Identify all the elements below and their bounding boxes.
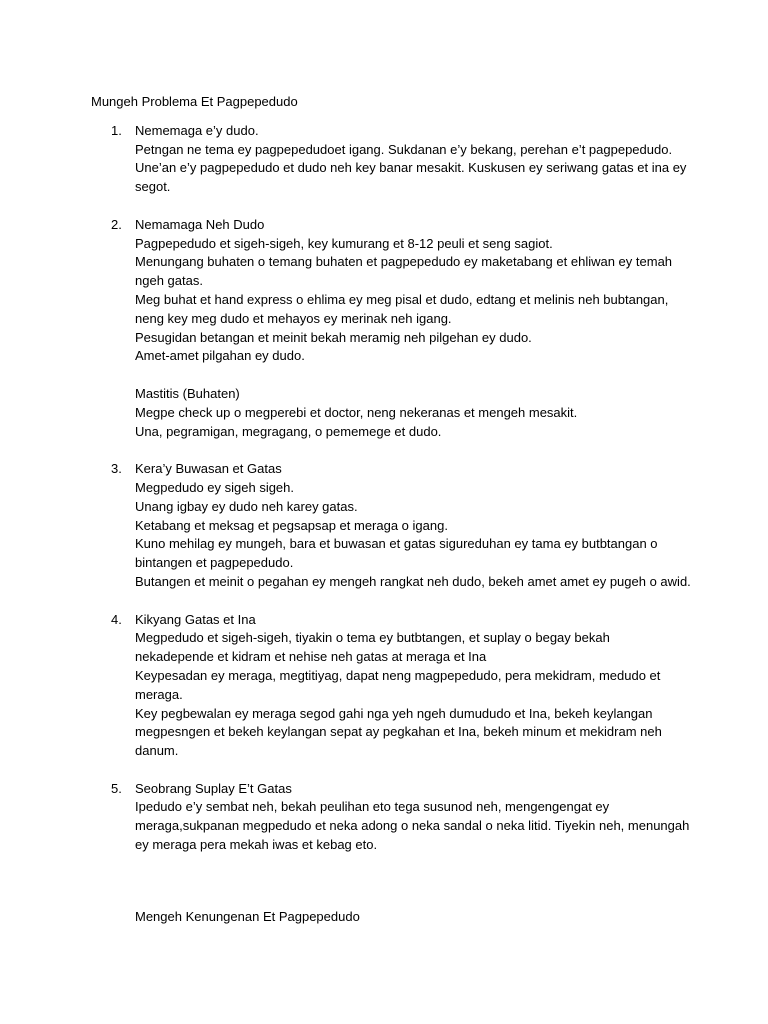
section-4 <box>91 611 691 761</box>
section-1 <box>91 122 691 197</box>
paragraph: Keypesadan ey meraga, megtitiyag, dapat neng magpepedudo, pera mekidram, medudo et meraga. <box>135 667 661 702</box>
paragraph: Megpedudo ey sigeh sigeh. <box>135 479 295 495</box>
paragraph: Megpedudo et sigeh-sigeh, tiyakin o tema ey butbtangen, et suplay o begay bekah nekadepende et kidram et nehise neh gatas at meraga et Ina <box>135 630 610 665</box>
paragraph: Amet-amet pilgahan ey dudo. <box>135 348 305 364</box>
closing-heading: Mengeh Kenungenan Et Pagpepedudo <box>135 909 360 924</box>
paragraph: Pesugidan betangan et meinit bekah meramig neh pilgehan ey dudo. <box>135 329 532 345</box>
section-heading: Nemamaga Neh Dudo <box>135 216 265 232</box>
section-list <box>91 122 691 855</box>
section-heading: Kera’y Buwasan et Gatas <box>135 461 282 477</box>
paragraph: Ketabang et meksag et pegsapsap et meraga o igang. <box>135 517 448 533</box>
document-page <box>91 93 691 874</box>
paragraph: Una, pegramigan, megragang, o pememege et dudo. <box>135 423 442 439</box>
paragraph: Key pegbewalan ey meraga segod gahi nga yeh ngeh dumududo et Ina, bekeh keylangan megpesngen et bekeh keylangan sepat ay pegkahan et Ina, bekeh minum et mekidram neh danum. <box>135 705 662 759</box>
paragraph: Pagpepedudo et sigeh-sigeh, key kumurang et 8-12 peuli et seng sagiot. <box>135 235 553 251</box>
paragraph: Petngan ne tema ey pagpepedudoet igang. Sukdanan e’y bekang, perehan e’t pagpepedudo. Une’an e’y pagpepedudo et dudo neh key banar mesakit. Kuskusen ey seriwang gatas et ina ey segot. <box>135 141 687 195</box>
section-number: 2. <box>111 216 122 232</box>
document-title: Mungeh Problema Et Pagpepedudo <box>91 94 298 109</box>
paragraph: Unang igbay ey dudo neh karey gatas. <box>135 498 358 514</box>
section-number: 5. <box>111 780 122 796</box>
subsection-mastitis <box>135 385 691 441</box>
section-2 <box>91 216 691 442</box>
paragraph: Kuno mehilag ey mungeh, bara et buwasan et gatas sigureduhan ey tama ey butbtangan o bintangen et pagpepedudo. <box>135 536 658 571</box>
paragraph: Megpe check up o megperebi et doctor, neng nekeranas et mengeh mesakit. <box>135 404 578 420</box>
paragraph: Butangen et meinit o pegahan ey mengeh rangkat neh dudo, bekeh amet amet ey pugeh o awid. <box>135 573 691 589</box>
section-number: 1. <box>111 122 122 138</box>
section-number: 3. <box>111 461 122 477</box>
section-heading: Seobrang Suplay E’t Gatas <box>135 780 292 796</box>
section-number: 4. <box>111 611 122 627</box>
section-5 <box>91 780 691 855</box>
paragraph: Meg buhat et hand express o ehlima ey meg pisal et dudo, edtang et melinis neh bubtangan, neng key meg dudo et mehayos ey merinak neh igang. <box>135 291 669 326</box>
paragraph: Menungang buhaten o temang buhaten et pagpepedudo ey maketabang et ehliwan ey temah ngeh gatas. <box>135 254 673 289</box>
section-3 <box>91 460 691 592</box>
section-heading: Kikyang Gatas et Ina <box>135 611 256 627</box>
subsection-heading: Mastitis (Buhaten) <box>135 385 240 401</box>
section-heading: Nememaga e’y dudo. <box>135 122 259 138</box>
paragraph: Ipedudo e’y sembat neh, bekah peulihan eto tega susunod neh, mengengengat ey meraga,sukpanan megpedudo et neka adong o neka sandal o neka litid. Tiyekin neh, menungah ey meraga pera mekah iwas et kebag eto. <box>135 799 690 853</box>
